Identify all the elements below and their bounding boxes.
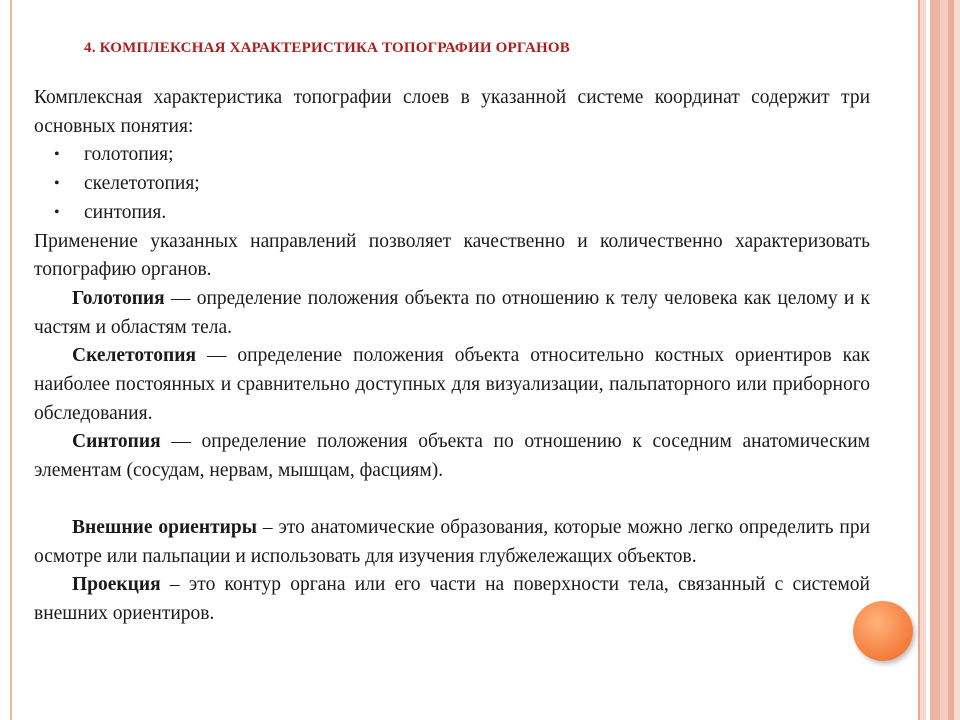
definition-term: Проекция (72, 574, 161, 596)
application-paragraph: Применение указанных направлений позволяет качественно и количественно характеризовать топографию органов. (34, 230, 870, 281)
definition-term: Скелетотопия (72, 345, 196, 367)
definition-term: Внешние ориентиры (72, 516, 257, 538)
list-item (54, 170, 870, 199)
definition-projection (34, 571, 870, 628)
definition-skeletotopy (34, 342, 870, 428)
slide-title: 4. КОМПЛЕКСНАЯ ХАРАКТЕРИСТИКА ТОПОГРАФИИ ОРГАНОВ (84, 40, 570, 56)
definition-holotopy (34, 285, 870, 342)
orange-circle-decoration (853, 601, 913, 661)
concept-label: синтопия. (84, 201, 167, 223)
concept-label: голотопия; (84, 144, 174, 166)
definition-text: — определение положения объекта по отношению к телу человека как целому и к частям и областям тела. (34, 287, 870, 338)
definition-term: Голотопия (72, 287, 165, 309)
decorative-side-stripes (914, 0, 960, 720)
bullet-icon: • (54, 146, 60, 164)
slide-body (34, 84, 870, 629)
intro-paragraph: Комплексная характеристика топографии слоев в указанной системе координат содержит три основных понятия: (34, 87, 870, 137)
spacer (34, 486, 870, 514)
bullet-icon: • (54, 203, 60, 221)
definition-text: — определение положения объекта по отношению к соседним анатомическим элементам (сосудам, нервам, мышцам, фасциям). (34, 431, 870, 482)
list-item (54, 199, 870, 228)
list-item (54, 141, 870, 170)
definition-external-landmarks (34, 514, 870, 571)
bullet-icon: • (54, 175, 60, 193)
definition-text: – это анатомические образования, которые можно легко определить при осмотре или пальпации и использовать для изучения глубжележащих объектов. (34, 516, 871, 567)
left-border-line (10, 0, 12, 720)
definition-term: Синтопия (72, 431, 161, 453)
definition-syntopy (34, 428, 870, 485)
concepts-list (34, 141, 870, 227)
definition-text: – это контур органа или его части на поверхности тела, связанный с системой внешних ориентиров. (34, 574, 870, 624)
concept-label: скелетотопия; (84, 173, 200, 195)
definition-text: — определение положения объекта относительно костных ориентиров как наиболее постоянных и сравнительно доступных для визуализации, пальпаторного или приборного обследования. (34, 345, 870, 424)
